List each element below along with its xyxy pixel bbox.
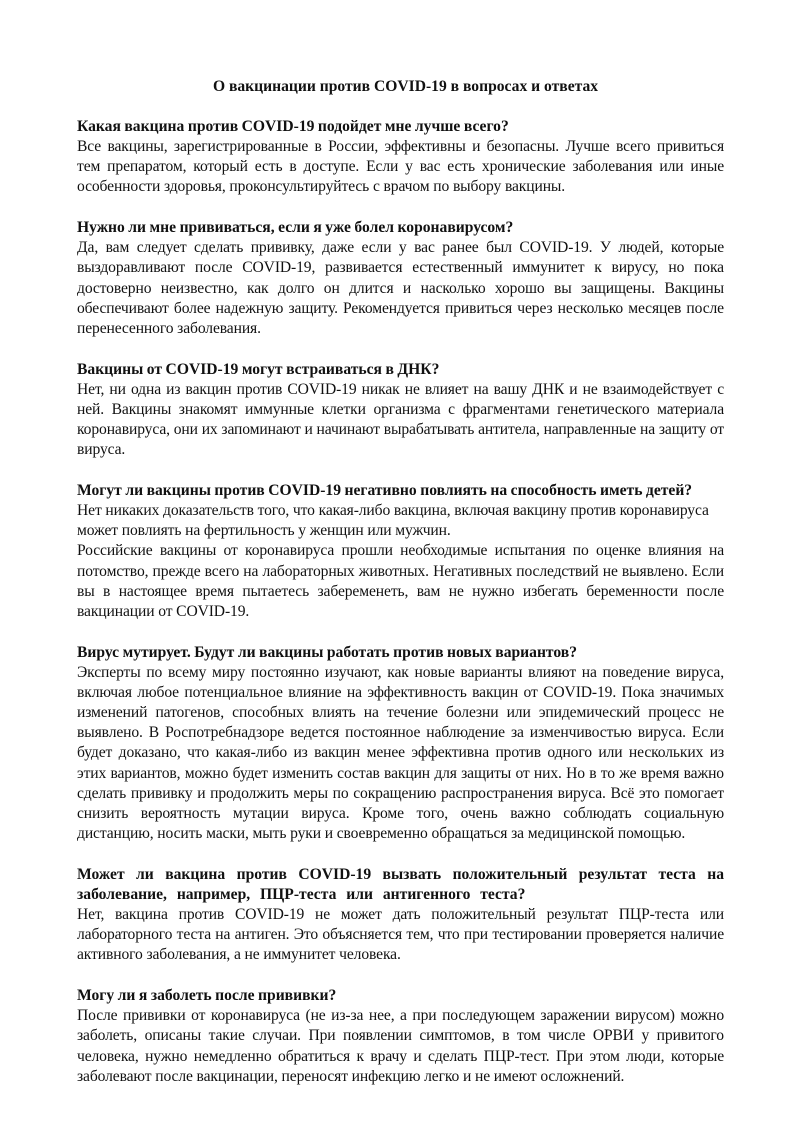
answer-text	[77, 238, 724, 339]
answer-paragraph: Нет, ни одна из вакцин против COVID-19 никак не влияет на вашу ДНК и не взаимодействует с ней. Вакцины знакомят иммунные клетки организма с фрагментами генетического материала коронавируса, они их запоминают и начинают вырабатывать антитела, направленные на защиту от вируса.	[77, 380, 724, 459]
answer-text	[77, 501, 724, 622]
question-heading: Вирус мутирует. Будут ли вакцины работать против новых вариантов?	[77, 643, 578, 661]
answer-text	[77, 137, 724, 198]
question-heading: Нужно ли мне прививаться, если я уже болел коронавирусом?	[77, 219, 514, 237]
qa-section-vaccine-choice	[77, 117, 724, 198]
answer-paragraph: Российские вакцины от коронавируса прошли необходимые испытания по оценке влияния на потомство, прежде всего на лабораторных животных. Негативных последствий не выявлено. Если вы в настоящее время пытаетесь забеременеть, вам не нужно избегать беременности после вакцинации от COVID-19.	[77, 542, 724, 620]
answer-paragraph: Нет, вакцина против COVID-19 не может дать положительный результат ПЦР-теста или лабораторного теста на антиген. Это объясняется тем, что при тестировании проверяется наличие активного заболевания, а не иммунитет человека.	[77, 905, 724, 964]
qa-section-dna	[77, 360, 724, 461]
answer-text	[77, 380, 724, 461]
answer-paragraph: После прививки от коронавируса (не из-за нее, а при последующем заражении вирусом) можно заболеть, описаны такие случаи. При появлении симптомов, в том числе ОРВИ у привитого человека, нужно немедленно обратиться к врачу и сделать ПЦР-тест. При этом люди, которые заболевают после вакцинации, переносят инфекцию легко и не имеют осложнений.	[77, 1007, 724, 1085]
question-heading: Могут ли вакцины против COVID-19 негативно повлиять на способность иметь детей?	[77, 481, 693, 499]
answer-paragraph: Нет никаких доказательств того, что какая-либо вакцина, включая вакцину против коронавируса может повлиять на фертильность у женщин или мужчин.	[77, 501, 709, 540]
question-heading: Может ли вакцина против COVID-19 вызвать положительный результат теста на заболевание, например, ПЦР-теста или антигенного теста?	[77, 865, 724, 903]
qa-section-illness-after-vaccine	[77, 986, 724, 1087]
question-heading: Вакцины от COVID-19 могут встраиваться в ДНК?	[77, 360, 440, 378]
question-heading: Какая вакцина против COVID-19 подойдет мне лучше всего?	[77, 118, 509, 135]
qa-section-test-result	[77, 865, 724, 966]
question-heading: Могу ли я заболеть после прививки?	[77, 987, 337, 1005]
answer-text	[77, 905, 724, 966]
answer-paragraph: Да, вам следует сделать прививку, даже если у вас ранее был COVID-19. У людей, которые выздоравливают после COVID-19, развивается естественный иммунитет к вирусу, но пока достоверно неизвестно, как долго он длится и насколько хорошо вы защищены. Вакцины обеспечивают более надежную защиту. Рекомендуется привиться через несколько месяцев после перенесенного заболевания.	[77, 239, 724, 337]
qa-section-fertility	[77, 481, 724, 622]
answer-text	[77, 663, 724, 845]
qa-section-mutations	[77, 643, 724, 845]
answer-text	[77, 1006, 724, 1087]
answer-paragraph: Все вакцины, зарегистрированные в России, эффективны и безопасны. Лучше всего привиться тем препаратом, который есть в доступе. Если у вас есть хронические заболевания или иные особенности здоровья, проконсультируйтесь с врачом по выбору вакцины.	[77, 138, 724, 196]
document-title: О вакцинации против COVID-19 в вопросах и ответах	[212, 78, 599, 95]
qa-section-after-illness	[77, 218, 724, 339]
document-page	[77, 77, 724, 1107]
answer-paragraph: Эксперты по всему миру постоянно изучают, как новые варианты влияют на поведение вируса, включая любое потенциальное влияние на эффективность вакцин от COVID-19. Пока значимых изменений патогенов, способных влиять на течение болезни или эпидемический процесс не выявлено. В Роспотребнадзоре ведется постоянное наблюдение за изменчивостью вируса. Если будет доказано, что какая-либо из вакцин менее эффективна против одного или нескольких из этих вариантов, можно будет изменить состав вакцин для защиты от них. Но в то же время важно сделать прививку и продолжить меры по сокращению распространения вируса. Всё это помогает снизить вероятность мутации вируса. Кроме того, очень важно соблюдать социальную дистанцию, носить маски, мыть руки и своевременно обращаться за медицинской помощью.	[77, 663, 724, 843]
